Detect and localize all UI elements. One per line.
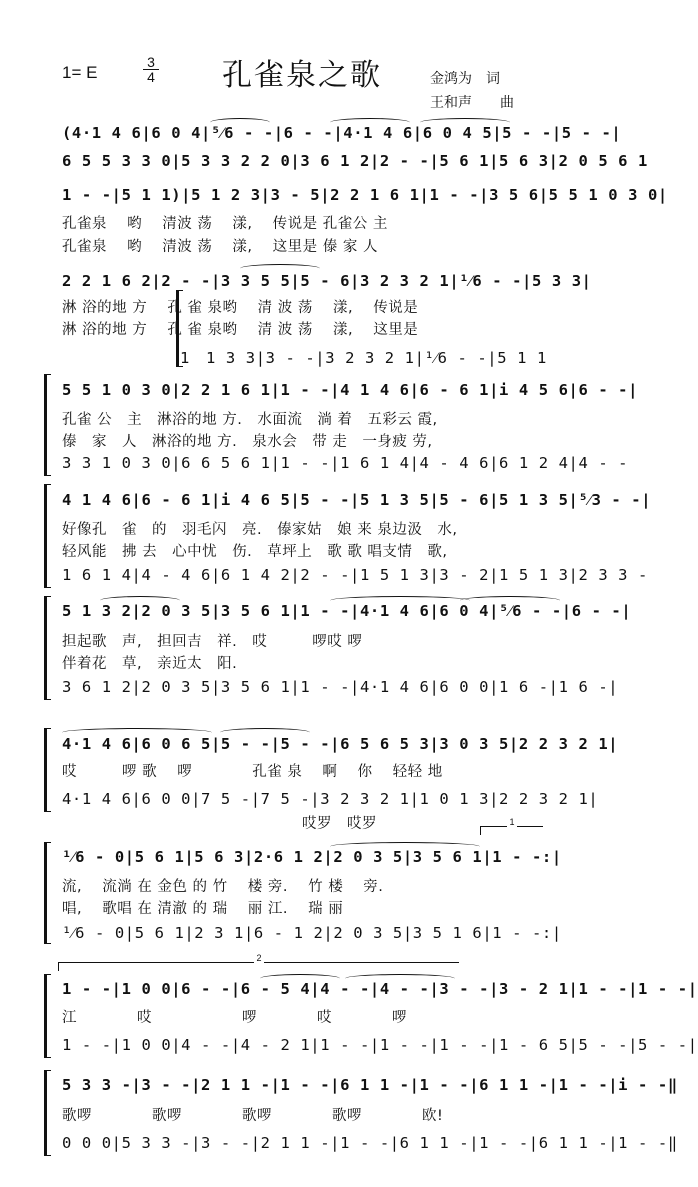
- slur: [100, 596, 180, 605]
- melody-line: 5 1 3 2|2 0 3 5|3 5 6 1|1 - -|4·1 4 6|6 0 4|⁵⁄6 - -|6 - -|: [62, 602, 632, 620]
- lyric-line-verse-1: 好像孔 雀 的 羽毛闪 亮. 傣家姑 娘 来 泉边汲 水,: [62, 522, 458, 538]
- first-ending-number: 1: [509, 817, 515, 827]
- melody-line: 4 1 4 6|6 - 6 1|i 4 6 5|5 - -|5 1 3 5|5 - 6|5 1 3 5|⁵⁄3 - -|: [62, 491, 652, 509]
- lyric-line-verse-2: 孔雀泉 哟 清波 荡 漾, 这里是 傣 家 人: [62, 239, 378, 255]
- melody-line: 1 - -|5 1 1)|5 1 2 3|3 - 5|2 2 1 6 1|1 - -|3 5 6|5 5 1 0 3 0|: [62, 186, 668, 204]
- harmony-line: 3 3 1 0 3 0|6 6 5 6 1|1 - -|1 6 1 4|4 - 4 6|6 1 2 4|4 - -: [62, 454, 629, 472]
- lyric-line-verse-2: 傣 家 人 淋浴的地 方. 泉水会 带 走 一身疲 劳,: [62, 434, 433, 450]
- slur: [330, 842, 480, 851]
- harmony-line: 1 6 1 4|4 - 4 6|6 1 4 2|2 - -|1 5 1 3|3 - 2|1 5 1 3|2 3 3 -: [62, 566, 648, 584]
- system-bracket: [44, 974, 51, 1058]
- system-bracket: [44, 842, 51, 944]
- system-bracket: [44, 1070, 51, 1156]
- slur: [330, 596, 470, 605]
- song-title: 孔雀泉之歌: [222, 58, 382, 93]
- slur: [420, 118, 510, 127]
- harmony-line: 1 1 3 3|3 - -|3 2 3 2 1|¹⁄6 - -|5 1 1: [180, 349, 547, 367]
- lyricist-credit: 金鸿为 词: [430, 71, 500, 87]
- lyric-line-verse-2: 轻风能 拂 去 心中忧 伤. 草坪上 歌 歌 唱支情 歌,: [62, 544, 448, 560]
- lyric-line-verse-1: 担起歌 声, 担回吉 祥. 哎 啰哎 啰: [62, 634, 363, 650]
- system-bracket: [44, 374, 51, 476]
- lyric-line-verse-2: 伴着花 草, 亲近太 阳.: [62, 656, 238, 672]
- melody-line: 1 - -|1 0 0|6 - -|6 - 5 4|4 - -|4 - -|3 - -|3 - 2 1|1 - -|1 - -|: [62, 980, 698, 998]
- harmony-line: 3 6 1 2|2 0 3 5|3 5 6 1|1 - -|4·1 4 6|6 0 0|1 6 -|1 6 -|: [62, 678, 619, 696]
- lyric-line-response: 哎罗 哎罗: [62, 816, 377, 832]
- lyric-line-verse-1: 孔雀 公 主 淋浴的地 方. 水面流 淌 着 五彩云 霞,: [62, 412, 438, 428]
- second-ending-number: 2: [256, 953, 262, 963]
- lyric-line-verse-1: 江 哎 啰 哎 啰: [62, 1010, 407, 1026]
- system-bracket: [44, 728, 51, 812]
- melody-line: 5 3 3 -|3 - -|2 1 1 -|1 - -|6 1 1 -|1 - -|6 1 1 -|1 - -|i - -‖: [62, 1076, 678, 1094]
- system-bracket: [44, 484, 51, 588]
- lyric-line-verse-1: 淋 浴的地 方 孔 雀 泉哟 清 波 荡 漾, 传说是: [62, 300, 419, 316]
- time-signature-bottom: 4: [147, 69, 155, 85]
- first-ending-bracket: [480, 817, 543, 835]
- time-signature: [143, 55, 159, 84]
- melody-line: 6 5 5 3 3 0|5 3 3 2 2 0|3 6 1 2|2 - -|5 6 1|5 6 3|2 0 5 6 1: [62, 152, 648, 170]
- slur: [260, 974, 340, 983]
- composer-credit: 王和声 曲: [430, 95, 514, 111]
- harmony-line: ¹⁄6 - 0|5 6 1|2 3 1|6 - 1 2|2 0 3 5|3 5 1 6|1 - -:|: [62, 924, 562, 942]
- slur: [240, 264, 320, 273]
- harmony-line: 0 0 0|5 3 3 -|3 - -|2 1 1 -|1 - -|6 1 1 -|1 - -|6 1 1 -|1 - -‖: [62, 1134, 678, 1152]
- slur: [220, 728, 310, 737]
- slur: [345, 974, 455, 983]
- lyric-line-verse-1: 流, 流淌 在 金色 的 竹 楼 旁. 竹 楼 旁.: [62, 879, 384, 895]
- second-ending-bracket: [58, 953, 459, 971]
- slur: [210, 118, 270, 127]
- lyric-line-verse-1: 孔雀泉 哟 清波 荡 漾, 传说是 孔雀公 主: [62, 216, 388, 232]
- slur: [460, 596, 560, 605]
- melody-line: 4·1 4 6|6 0 6 5|5 - -|5 - -|6 5 6 5 3|3 0 3 5|2 2 3 2 1|: [62, 735, 619, 753]
- melody-line: ¹⁄6 - 0|5 6 1|5 6 3|2·6 1 2|2 0 3 5|3 5 6 1|1 - -:|: [62, 848, 562, 866]
- slur: [330, 118, 410, 127]
- system-bracket: [44, 596, 51, 700]
- lyric-line-verse-1: 歌啰 歌啰 歌啰 歌啰 欧!: [62, 1108, 444, 1124]
- harmony-line: 4·1 4 6|6 0 0|7 5 -|7 5 -|3 2 3 2 1|1 0 1 3|2 2 3 2 1|: [62, 790, 599, 808]
- lyric-line-verse-2: 淋 浴的地 方 孔 雀 泉哟 清 波 荡 漾, 这里是: [62, 322, 419, 338]
- melody-line: 2 2 1 6 2|2 - -|3 3 5 5|5 - 6|3 2 3 2 1|¹⁄6 - -|5 3 3|: [62, 272, 592, 290]
- melody-line: (4·1 4 6|6 0 4|⁵⁄6 - -|6 - -|4·1 4 6|6 0 4 5|5 - -|5 - -|: [62, 124, 622, 142]
- lyric-line-verse-2: 唱, 歌唱 在 清澈 的 瑞 丽 江. 瑞 丽: [62, 901, 344, 917]
- system-bracket: [176, 290, 183, 367]
- harmony-line: 1 - -|1 0 0|4 - -|4 - 2 1|1 - -|1 - -|1 - -|1 - 6 5|5 - -|5 - -|: [62, 1036, 698, 1054]
- key-signature: 1= E: [62, 63, 98, 82]
- lyric-line-verse-1: 哎 啰 歌 啰 孔雀 泉 啊 你 轻轻 地: [62, 764, 443, 780]
- slur: [62, 728, 212, 737]
- melody-line: 5 5 1 0 3 0|2 2 1 6 1|1 - -|4 1 4 6|6 - 6 1|i 4 5 6|6 - -|: [62, 381, 639, 399]
- time-signature-top: 3: [143, 55, 159, 70]
